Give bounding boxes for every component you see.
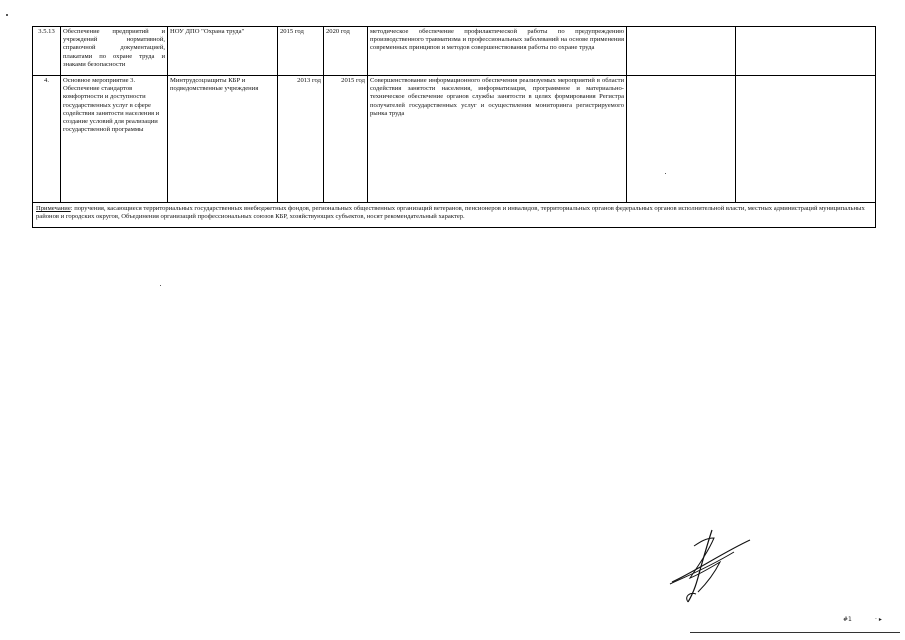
program-activities-table xyxy=(32,26,876,228)
scan-speck xyxy=(160,285,161,286)
table-row xyxy=(33,76,876,203)
scan-mark: #1 xyxy=(843,616,852,623)
empty-cell xyxy=(627,76,736,203)
start-year: 2015 год xyxy=(278,27,324,76)
note-text: : поручения, касающиеся территориальных государственных внебюджетных фондов, региональных общественных организаций ветеранов, пенсионеров и инвалидов, территориальных органов федеральных органов исполнительной власти, местных администраций муниципальных районов и городских округов, Объединения организаций профессиональных союзов КБР, хозяйствующих субъектов, носят рекомендательный характер. xyxy=(36,205,865,221)
activity-name: Основное мероприятие 3. Обеспечение стандартов комфортности и доступности государственных услуг в сфере содействия занятости населения и создание условий для реализации государственной программы xyxy=(61,76,168,203)
end-year: 2020 год xyxy=(324,27,368,76)
empty-cell xyxy=(736,27,876,76)
scan-edge-line xyxy=(690,632,900,633)
signature-icon xyxy=(664,522,756,608)
activity-name: Обеспечение предприятий и учреждений нормативной, справочной документацией, плакатами по охране труда и знаками безопасности xyxy=(61,27,168,76)
row-number: 3.5.13 xyxy=(33,27,61,76)
table-row xyxy=(33,27,876,76)
empty-cell xyxy=(736,76,876,203)
executor: Минтрудсоцзащиты КБР и подведомственные учреждения xyxy=(168,76,278,203)
note-label: Примечание xyxy=(36,205,71,212)
expected-result: Совершенствование информационного обеспечения реализуемых мероприятий в области содействия занятости населения, информатизация, программное и материально-техническое обеспечение органов службы занятости в целях формирования Регистра получателей государственных услуг и осуществления мониторинга регистрируемого рынка труда xyxy=(368,76,627,203)
scan-mark: · ▸ xyxy=(875,616,882,623)
note-cell xyxy=(33,203,876,228)
note-row xyxy=(33,203,876,228)
empty-cell xyxy=(627,27,736,76)
scan-speck xyxy=(6,14,8,16)
start-year: 2013 год xyxy=(278,76,324,203)
expected-result: методическое обеспечение профилактической работы по предупреждению производственного травматизма и профессиональных заболеваний на основе применения современных принципов и методов совершенствования работы по охране труда xyxy=(368,27,627,76)
end-year: 2015 год xyxy=(324,76,368,203)
row-number: 4. xyxy=(33,76,61,203)
executor: НОУ ДПО "Охрана труда" xyxy=(168,27,278,76)
